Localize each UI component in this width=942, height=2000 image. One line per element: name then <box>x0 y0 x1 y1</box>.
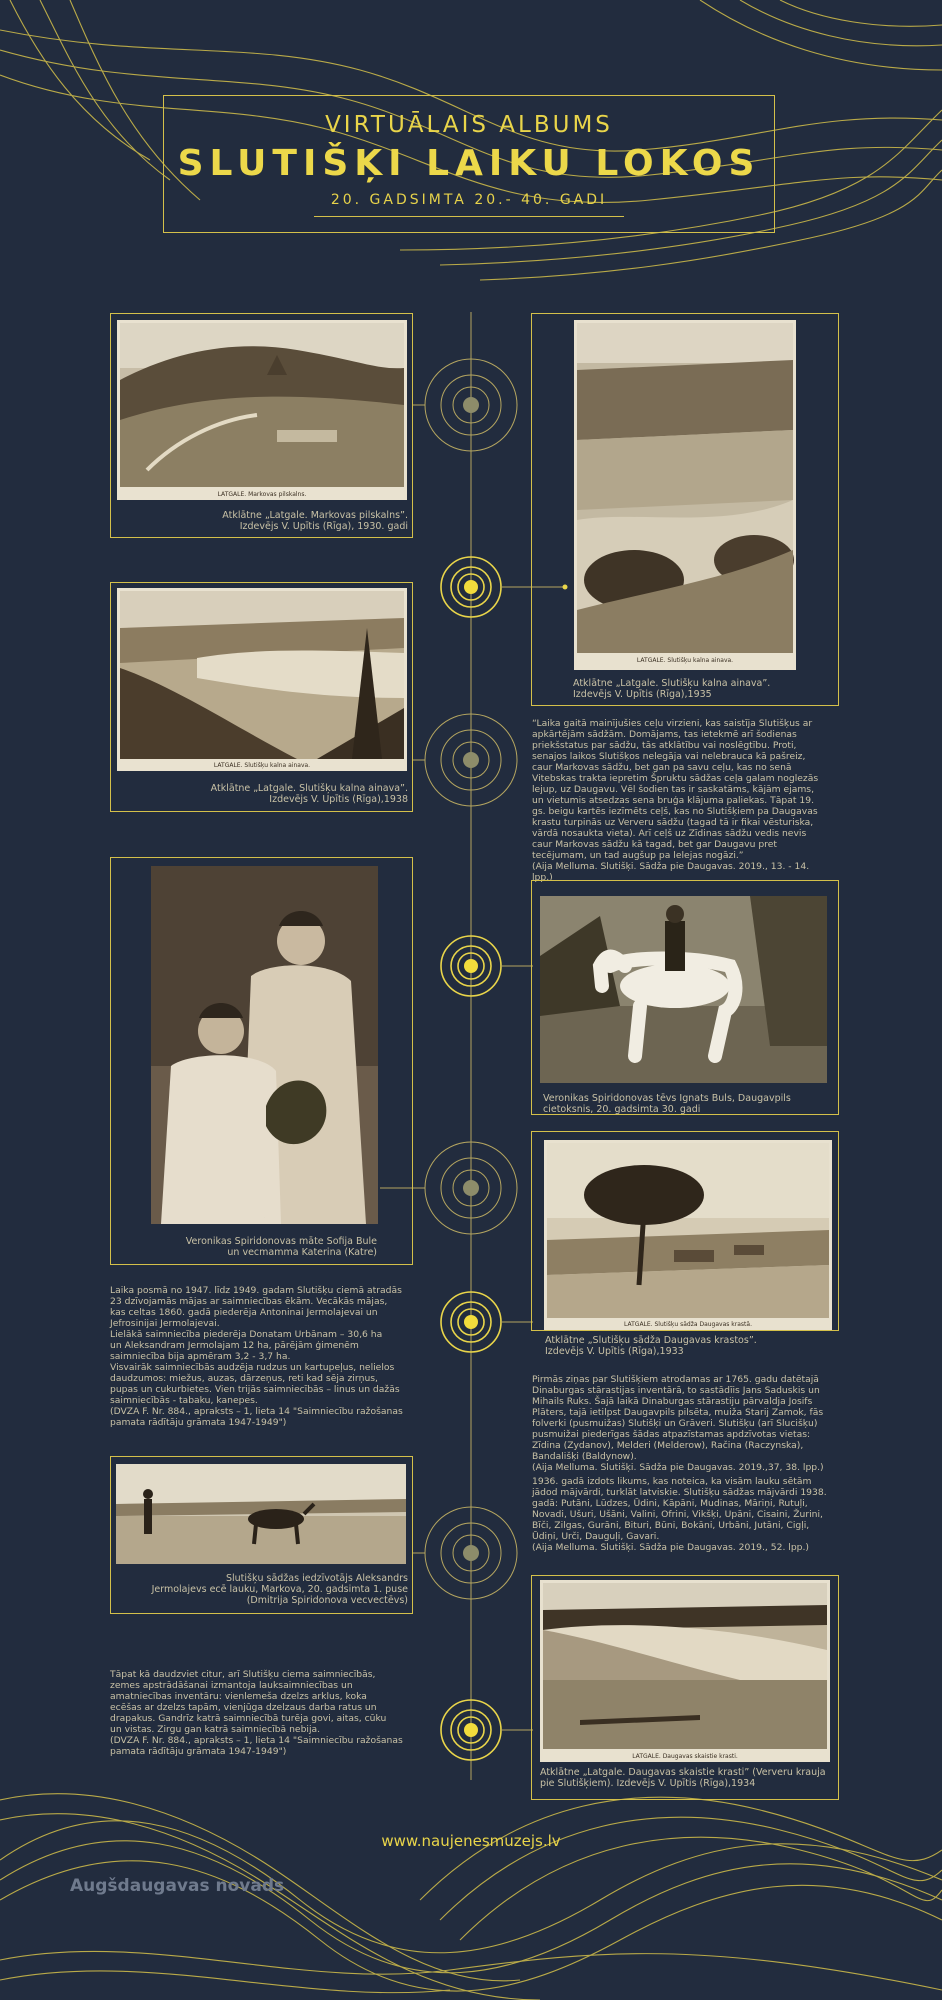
photo-village-daugava-label: LATGALE. Slutišķu sādža Daugavas krastā. <box>624 1321 752 1328</box>
svg-text:.: . <box>263 1218 265 1219</box>
title-underline <box>314 216 624 217</box>
photo-daugava-banks[interactable] <box>540 1580 830 1762</box>
photo-father-horse[interactable] <box>540 896 827 1083</box>
album-title: SLUTIŠĶI LAIKU LOKOS <box>177 143 761 184</box>
photo-portrait-women[interactable] <box>151 866 378 1224</box>
photo-markova-hillfort[interactable] <box>117 320 407 500</box>
text-farm-tools: Tāpat kā daudzviet citur, arī Slutišķu ciema saimniecībās, zemes apstrādāšanai izmantoja lauksaimniecības un amatniecības inventāru: vienlemeša dzelzs arklus, koka ecēšas ar dzelzs tapām, vienjūga dzelzaus darba ratus un drapakus. Gandrīz katrā saimniecībā turēja govi, aitas, cūku un vistas. Zirgu gan katrā saimniecībā nebija. (DVZA F. Nr. 884., apraksts – 1, lieta 14 "Saimniecību ražošanas pamata rādītāju grāmata 1947-1949") <box>110 1669 403 1757</box>
photo-slutiski-hill-1935-label: LATGALE. Slutišķu kalna ainava. <box>636 657 734 664</box>
text-households-1947: Laika posmā no 1947. līdz 1949. gadam Slutišķu ciemā atradās 23 dzīvojamās mājas ar saimniecības ēkām. Vecākās mājas, kas celtas 1860. gadā piederēja Antoninai Jermolajevai un Jefrosinijai Jermolajevai. Lielākā saimniecība piederēja Donatam Urbānam – 30,6 ha un Aleksandram Jermolajam 12 ha, pārējām ģimenēm saimniecība bija apmēram 3,2 - 3,7 ha. Visvairāk saimniecībās audzēja rudzus un kartupeļus, nelielos daudzumos: miežus, auzas, dārzeņus, reti kad sēja zirņus, pupas un cukurbietes. Vien trijās saimniecībās – linus un dažās saimniecībās - tabaku, kanepes. (DVZA F. Nr. 884., apraksts – 1, lieta 14 "Saimniecību ražošanas pamata rādītāju grāmata 1947-1949") <box>110 1285 403 1428</box>
region-brand-logo: Augšdaugavas novads <box>70 1876 285 1896</box>
photo-markova-label: LATGALE. Markovas pilskalns. <box>217 491 307 498</box>
caption-slutiski-hill-1935: Atklātne „Latgale. Slutišķu kalna ainava”. Izdevējs V. Upītis (Rīga),1935 <box>573 678 771 700</box>
album-title-box <box>163 95 775 233</box>
caption-harrowing: Slutišķu sādžas iedzīvotājs Aleksandrs Jermolajevs ecē lauku, Markova, 20. gadsimta 1. puse (Dmitrija Spiridonova vecvectēvs) <box>151 1573 408 1606</box>
text-house-names-1936: 1936. gadā izdots likums, kas noteica, ka visām lauku sētām jādod mājvārdi, turklāt latviskie. Slutišķu sādžas mājvārdi 1938. gadā: Putāni, Lūdzes, Ūdini, Kāpāni, Mudinas, Māriņi, Rutuļi, Novadi, Ušuri, Ušāni, Valini, Ofrini, Vikšķi, Upāni, Cisaini, Žurini, Bīči, Zilgas, Gurāni, Bituri, Būni, Bokāni, Urbāni, Jutāni, Cigļi, Ūdiņi, Urči, Dauguļi, Gavari. (Aija Melluma. Slutišķi. Sādža pie Daugavas. 2019., 52. lpp.) <box>532 1476 827 1553</box>
photo-slutiski-hill-1938-label: LATGALE. Slutišķu kalna ainava. <box>213 762 311 769</box>
photo-village-daugava[interactable] <box>544 1140 832 1330</box>
caption-father-horse: Veronikas Spiridonovas tēvs Ignats Buls, Daugavpils cietoksnis, 20. gadsimta 30. gadi <box>543 1093 791 1115</box>
caption-portrait-women: Veronikas Spiridonovas māte Sofija Bule un vecmamma Katerina (Katre) <box>185 1236 377 1258</box>
caption-daugava-banks: Atklātne „Latgale. Daugavas skaistie krasti” (Ververu krauja pie Slutišķiem). Izdevējs V. Upītis (Rīga),1934 <box>540 1767 826 1789</box>
album-subtitle: VIRTUĀLAIS ALBUMS <box>325 112 613 138</box>
photo-harrowing[interactable] <box>116 1464 406 1564</box>
photo-slutiski-hill-1938[interactable] <box>117 588 407 771</box>
text-roads-history: “Laika gaitā mainījušies ceļu virzieni, kas saistīja Slutišķus ar apkārtējām sādžām. Domājams, tas ietekmē arī šodienas priekšstatus par sādžu, tās atklātību vai noslēgtību. Proti, senajos laikos Slutišķos nelegāja vai nelebrauca kā pašreiz, caur Markovas sādžu, bet gan pa savu ceļu, kas no senā Vitebskas trakta iepretim Špruktu sādžas ceļa galam noglezās lejup, uz Daugavu. Vēl šodien tas ir saskatāms, kājām ejams, un vietumis atsedzas sena bruģa klājuma paliekas. Tāpat 19. gs. beigu kartēs iezīmēts ceļš, kas no Slutišķiem pa Daugavas krastu turpinās uz Ververu sādžu (tagad tā ir fikai vēsturiska, vārdā nosaukta vieta). Arī ceļš uz Zīdinas sādžu vedis nevis caur Markovas sādžu kā tagad, bet gar Daugavu pret tecējumam, un tad augšup pa lelejas nogāzi.” (Aija Melluma. Slutišķi. Sādža pie Daugavas. 2019., 13. - 14. lpp.) <box>532 718 819 883</box>
caption-village-daugava: Atklātne „Slutišķu sādža Daugavas krastos”. Izdevējs V. Upītis (Rīga),1933 <box>545 1335 757 1357</box>
caption-markova-hillfort: Atklātne „Latgale. Markovas pilskalns”. Izdevējs V. Upītis (Rīga), 1930. gadi <box>222 510 408 532</box>
museum-website-link[interactable]: www.naujenesmuzejs.lv <box>381 1832 561 1850</box>
album-period: 20. GADSIMTA 20.- 40. GADI <box>330 192 608 208</box>
text-first-records-1765: Pirmās ziņas par Slutišķiem atrodamas ar 1765. gadu datētajā Dinaburgas stārastijas inventārā, to sastādīis Jans Saduskis un Mihails Ruks. Šajā laikā Dinaburgas stārastiju pārvaldja Josifs Plāters, tajā ietilpst Daugavpils pilsēta, muiža Starij Zamok, fās folverki (pusmuižas) Slutišķi un Grāveri. Slutišķu (arī Slucišķu) pusmuižai piederīgas šādas atpazīstamas apdzīvotas vietas: Zīdina (Zydanov), Melderi (Melderow), Račina (Raczynska), Bandališķi (Baldynow). (Aija Melluma. Slutišķi. Sādža pie Daugavas. 2019.,37, 38. lpp.) <box>532 1374 824 1473</box>
photo-slutiski-hill-1935[interactable] <box>574 320 796 670</box>
caption-slutiski-hill-1938: Atklātne „Latgale. Slutišķu kalna ainava”. Izdevējs V. Upītis (Rīga),1938 <box>210 783 408 805</box>
photo-daugava-banks-label: LATGALE. Daugavas skaistie krasti. <box>632 1753 738 1760</box>
